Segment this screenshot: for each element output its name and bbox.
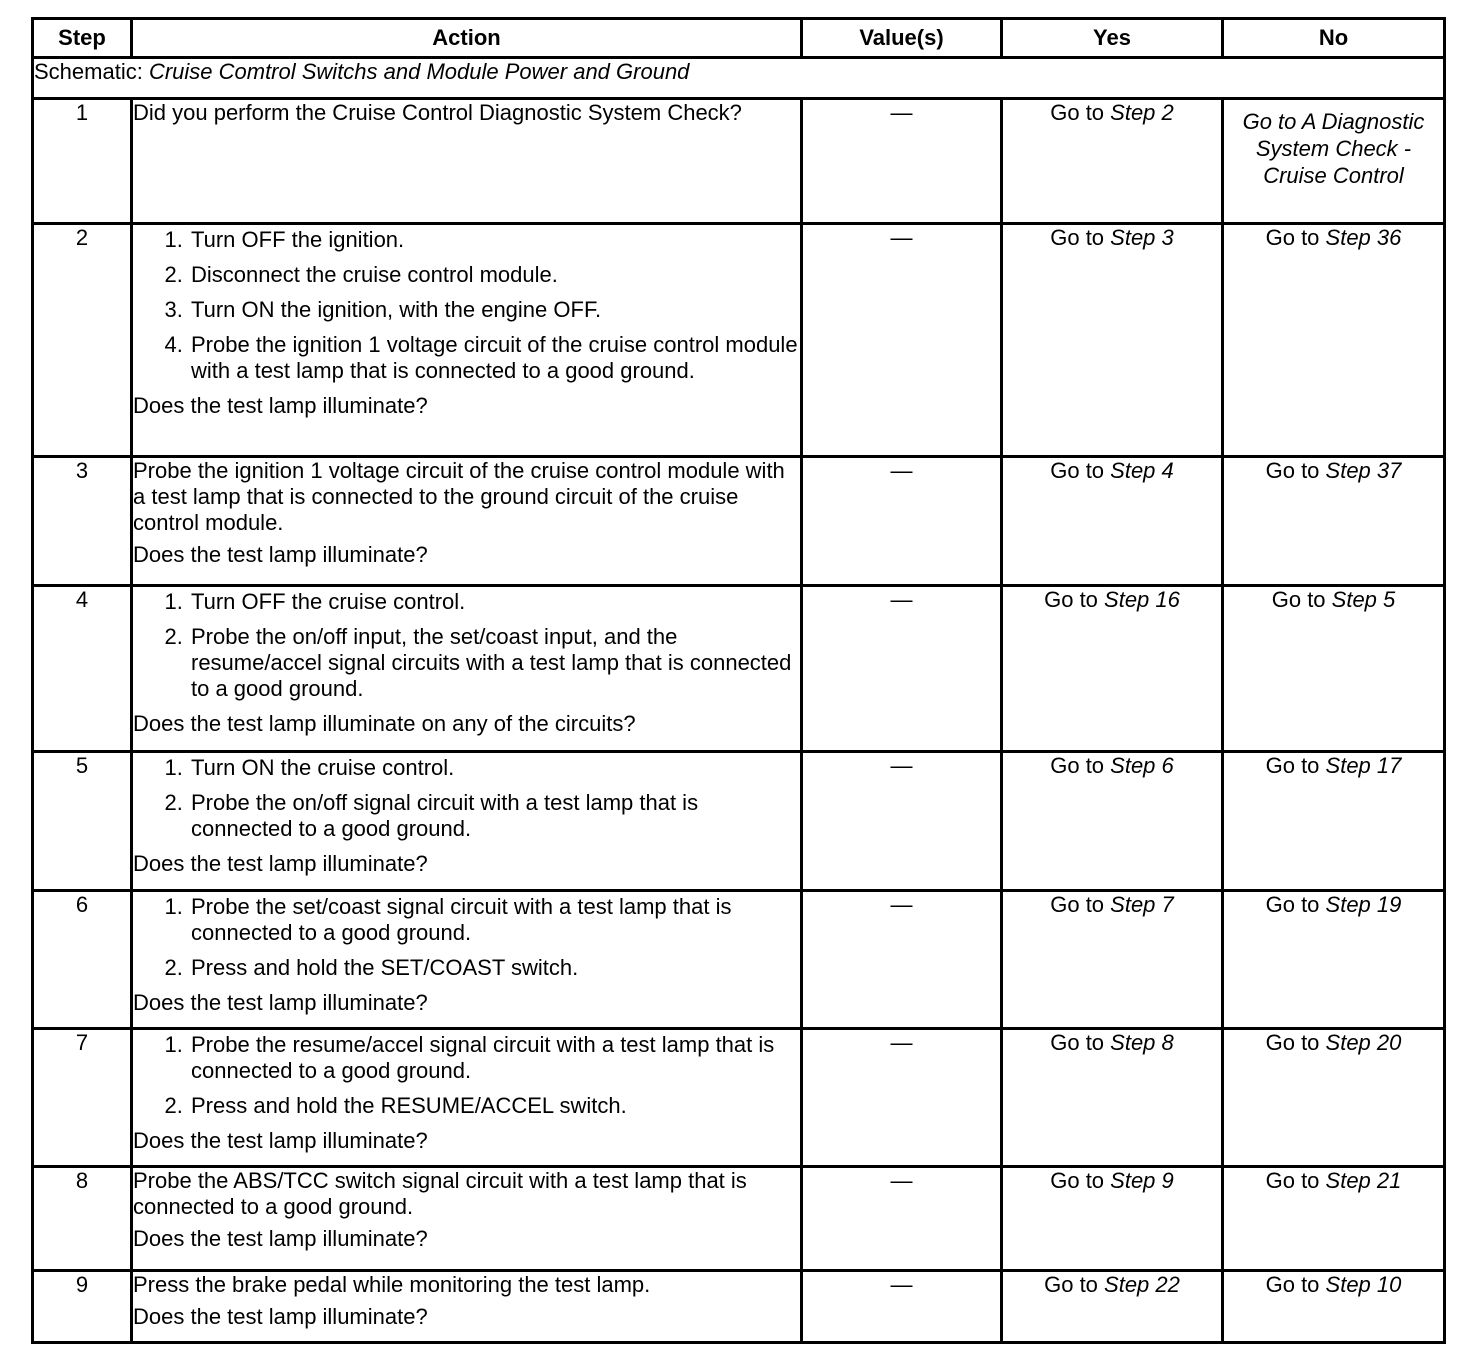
step-number: 7: [33, 1029, 132, 1167]
yes-cell: [1002, 586, 1223, 752]
no-target: Step 17: [1325, 753, 1402, 778]
no-target: Step 37: [1325, 458, 1402, 483]
step-number: 5: [33, 752, 132, 891]
table-row: [33, 457, 1445, 586]
action-text: Press the brake pedal while monitoring the test lamp.: [133, 1272, 651, 1297]
action-question: Does the test lamp illuminate?: [133, 990, 428, 1015]
no-target: Step 20: [1325, 1030, 1402, 1055]
no-cell: [1223, 1271, 1445, 1343]
yes-prefix: Go to: [1050, 753, 1111, 778]
no-prefix: Go to: [1265, 892, 1326, 917]
no-prefix: Go to: [1265, 753, 1326, 778]
no-target: Step 19: [1325, 892, 1402, 917]
no-cell: [1223, 1167, 1445, 1271]
action-text: Probe the ABS/TCC switch signal circuit with a test lamp that is connected to a good ground.: [133, 1168, 747, 1219]
action-item: 2. Probe the on/off input, the set/coast input, and the resume/accel signal circuits with a test lamp that is connected to a good ground.: [189, 624, 800, 702]
yes-prefix: Go to: [1050, 1030, 1111, 1055]
action-item: 1. Turn ON the cruise control.: [189, 755, 800, 781]
yes-prefix: Go to: [1050, 100, 1111, 125]
header-action: Action: [132, 19, 802, 58]
action-item: 2. Disconnect the cruise control module.: [189, 262, 800, 288]
yes-cell: [1002, 752, 1223, 891]
action-cell: [132, 224, 802, 457]
step-number: 4: [33, 586, 132, 752]
action-question: Does the test lamp illuminate?: [133, 1226, 428, 1251]
action-question: Does the test lamp illuminate on any of the circuits?: [133, 711, 636, 736]
value-cell: —: [802, 752, 1002, 891]
header-no: No: [1223, 19, 1445, 58]
yes-cell: [1002, 1271, 1223, 1343]
value-cell: —: [802, 99, 1002, 224]
no-cell: [1223, 99, 1445, 224]
action-cell: [132, 891, 802, 1029]
action-cell: [132, 1029, 802, 1167]
table-row: [33, 752, 1445, 891]
yes-cell: [1002, 891, 1223, 1029]
action-item: 2. Press and hold the RESUME/ACCEL switch.: [189, 1093, 800, 1119]
schematic-label: Schematic:: [34, 59, 149, 84]
step-number: 8: [33, 1167, 132, 1271]
action-item: 4. Probe the ignition 1 voltage circuit of the cruise control module with a test lamp that is connected to a good ground.: [189, 332, 800, 384]
yes-cell: [1002, 1029, 1223, 1167]
yes-cell: [1002, 1167, 1223, 1271]
action-cell: [132, 752, 802, 891]
no-prefix: Go to: [1265, 225, 1326, 250]
step-number: 3: [33, 457, 132, 586]
yes-cell: [1002, 457, 1223, 586]
no-cell: [1223, 752, 1445, 891]
action-cell: [132, 99, 802, 224]
action-question: Does the test lamp illuminate?: [133, 1128, 428, 1153]
action-list: [133, 1032, 800, 1119]
header-step: Step: [33, 19, 132, 58]
action-text: Probe the ignition 1 voltage circuit of the cruise control module with a test lamp that is connected to the ground circuit of the cruise control module.: [133, 458, 785, 535]
yes-target: Step 6: [1110, 753, 1174, 778]
table-row: [33, 99, 1445, 224]
no-prefix: Go to: [1265, 1272, 1326, 1297]
yes-target: Step 22: [1104, 1272, 1180, 1297]
action-cell: [132, 1271, 802, 1343]
yes-prefix: Go to: [1044, 1272, 1105, 1297]
yes-prefix: Go to: [1050, 892, 1111, 917]
table-row: [33, 224, 1445, 457]
no-cell: [1223, 224, 1445, 457]
action-item: 1. Turn OFF the ignition.: [189, 227, 800, 253]
value-cell: —: [802, 586, 1002, 752]
action-item: 2. Press and hold the SET/COAST switch.: [189, 955, 800, 981]
action-item: 3. Turn ON the ignition, with the engine OFF.: [189, 297, 800, 323]
action-cell: [132, 586, 802, 752]
no-cell: [1223, 586, 1445, 752]
action-question: Does the test lamp illuminate?: [133, 1304, 428, 1329]
no-cell: [1223, 891, 1445, 1029]
step-number: 1: [33, 99, 132, 224]
action-question: Does the test lamp illuminate?: [133, 851, 428, 876]
schematic-cell: [33, 58, 1445, 99]
yes-cell: [1002, 224, 1223, 457]
header-yes: Yes: [1002, 19, 1223, 58]
no-target: Step 5: [1331, 587, 1396, 612]
yes-target: Step 4: [1110, 458, 1174, 483]
step-number: 6: [33, 891, 132, 1029]
step-number: 2: [33, 224, 132, 457]
no-prefix: Go to: [1265, 1030, 1326, 1055]
action-item: 2. Probe the on/off signal circuit with a test lamp that is connected to a good ground.: [189, 790, 800, 842]
diagnostic-table: [31, 17, 1446, 1344]
no-target: Step 36: [1325, 225, 1402, 250]
no-prefix: Go to: [1265, 1168, 1326, 1193]
yes-prefix: Go to: [1050, 225, 1111, 250]
yes-target: Step 16: [1104, 587, 1180, 612]
table-row: [33, 1167, 1445, 1271]
no-text: Go to A Diagnostic System Check - Cruise Control: [1242, 109, 1425, 188]
action-list: [133, 894, 800, 981]
header-row: [33, 19, 1445, 58]
schematic-row: [33, 58, 1445, 99]
action-question: Does the test lamp illuminate?: [133, 542, 428, 567]
no-target: Step 10: [1325, 1272, 1402, 1297]
value-cell: —: [802, 224, 1002, 457]
action-cell: [132, 457, 802, 586]
action-list: [133, 589, 800, 702]
no-prefix: Go to: [1271, 587, 1332, 612]
action-cell: [132, 1167, 802, 1271]
no-cell: [1223, 457, 1445, 586]
yes-prefix: Go to: [1050, 1168, 1111, 1193]
yes-prefix: Go to: [1044, 587, 1105, 612]
action-list: [133, 227, 800, 384]
table-row: [33, 586, 1445, 752]
value-cell: —: [802, 457, 1002, 586]
value-cell: —: [802, 1167, 1002, 1271]
no-prefix: Go to: [1265, 458, 1326, 483]
value-cell: —: [802, 1271, 1002, 1343]
yes-cell: [1002, 99, 1223, 224]
action-text: Did you perform the Cruise Control Diagnostic System Check?: [133, 100, 742, 125]
table-row: [33, 1271, 1445, 1343]
no-target: Step 21: [1325, 1168, 1402, 1193]
table-row: [33, 1029, 1445, 1167]
header-values: Value(s): [802, 19, 1002, 58]
yes-prefix: Go to: [1050, 458, 1111, 483]
action-item: 1. Probe the set/coast signal circuit with a test lamp that is connected to a good ground.: [189, 894, 800, 946]
action-item: 1. Probe the resume/accel signal circuit with a test lamp that is connected to a good ground.: [189, 1032, 800, 1084]
table-row: [33, 891, 1445, 1029]
no-cell: [1223, 1029, 1445, 1167]
schematic-name: Cruise Comtrol Switchs and Module Power and Ground: [148, 59, 690, 84]
action-item: 1. Turn OFF the cruise control.: [189, 589, 800, 615]
value-cell: —: [802, 1029, 1002, 1167]
yes-target: Step 7: [1110, 892, 1174, 917]
step-number: 9: [33, 1271, 132, 1343]
yes-target: Step 9: [1110, 1168, 1174, 1193]
yes-target: Step 2: [1110, 100, 1174, 125]
action-question: Does the test lamp illuminate?: [133, 393, 428, 418]
action-list: [133, 755, 800, 842]
yes-target: Step 8: [1110, 1030, 1174, 1055]
value-cell: —: [802, 891, 1002, 1029]
yes-target: Step 3: [1110, 225, 1174, 250]
